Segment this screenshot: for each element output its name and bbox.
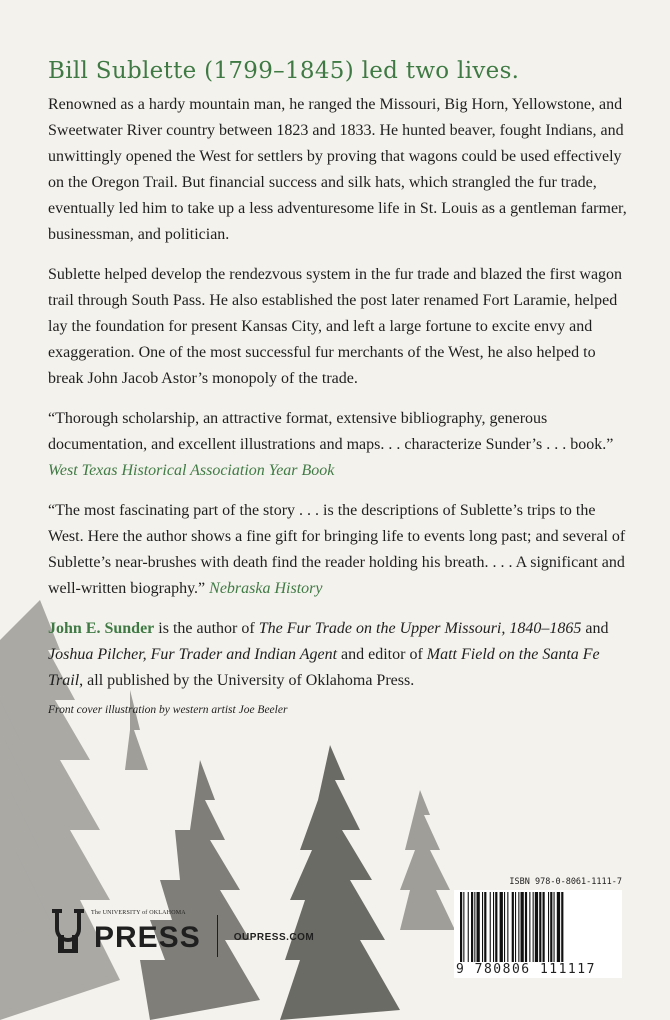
description-paragraph-2: Sublette helped develop the rendezvous system in the fur trade and blazed the first wagon trail through South Pass. He also established the post later renamed Fort Laramie, helped lay the foundation for present Kansas City, and left a large fortune to excite envy and exaggeration. One of the most successful fur merchants of the West, he also helped to break John Jacob Astor’s monopoly of the trade. [48, 266, 623, 387]
logo-divider [217, 915, 218, 957]
university-name: The UNIVERSITY of OKLAHOMA [91, 910, 186, 916]
ou-logo-icon [48, 905, 88, 957]
headline: Bill Sublette (1799–1845) led two lives. [48, 58, 520, 84]
book-title: Matt Field on the Santa Fe Trail [48, 646, 600, 689]
author-bio-text: , all published by the University of Oklahoma Press. [79, 672, 415, 689]
quote-source: Nebraska History [209, 580, 323, 597]
publisher-url: OUPRESS.COM [233, 931, 315, 943]
isbn-barcode [454, 877, 622, 999]
cover-credit: Front cover illustration by western artist Joe Beeler [48, 704, 288, 716]
quote-source: West Texas Historical Association Year Book [48, 462, 335, 479]
isbn-label: ISBN 978-0-8061-1111-7 [509, 877, 622, 887]
author-bio [48, 616, 628, 694]
publisher-logo [48, 905, 314, 957]
book-title: Joshua Pilcher, Fur Trader and Indian Agent [48, 646, 338, 663]
author-bio-text: and [581, 620, 609, 637]
book-title: The Fur Trade on the Upper Missouri, 1840–1865 [258, 620, 582, 637]
description-paragraph-1: Renowned as a hardy mountain man, he ranged the Missouri, Big Horn, Yellowstone, and Sweetwater River country between 1823 and 1833. He hunted beaver, fought Indians, and unwittingly opened the West for settlers by proving that wagons could be used effectively on the Oregon Trail. But financial success and silk hats, which strangled the fur trade, eventually led him to take up a less adventuresome life in St. Louis as a gentleman farmer, businessman, and politician. [48, 96, 627, 243]
quote-text: “The most fascinating part of the story . . . is the descriptions of Sublette’s trips to the West. Here the author shows a fine gift for bringing life to events long past; and several of Sublette’s near-brushes with death find the reader holding his breath. . . . A significant and well-written biography.” [48, 502, 626, 597]
author-name: John E. Sunder [48, 620, 155, 637]
quote-text: “Thorough scholarship, an attractive format, extensive bibliography, generous documentation, and excellent illustrations and maps. . . characterize Sunder’s . . . book.” [48, 410, 614, 453]
review-quote-1 [48, 406, 628, 484]
author-bio-text: is the author of [154, 620, 259, 637]
press-wordmark: PRESS [94, 921, 201, 954]
author-bio-text: and editor of [337, 646, 427, 663]
barcode-digits: 9 780806 111117 [454, 962, 622, 977]
review-quote-2 [48, 498, 628, 602]
back-cover-text [48, 58, 628, 716]
